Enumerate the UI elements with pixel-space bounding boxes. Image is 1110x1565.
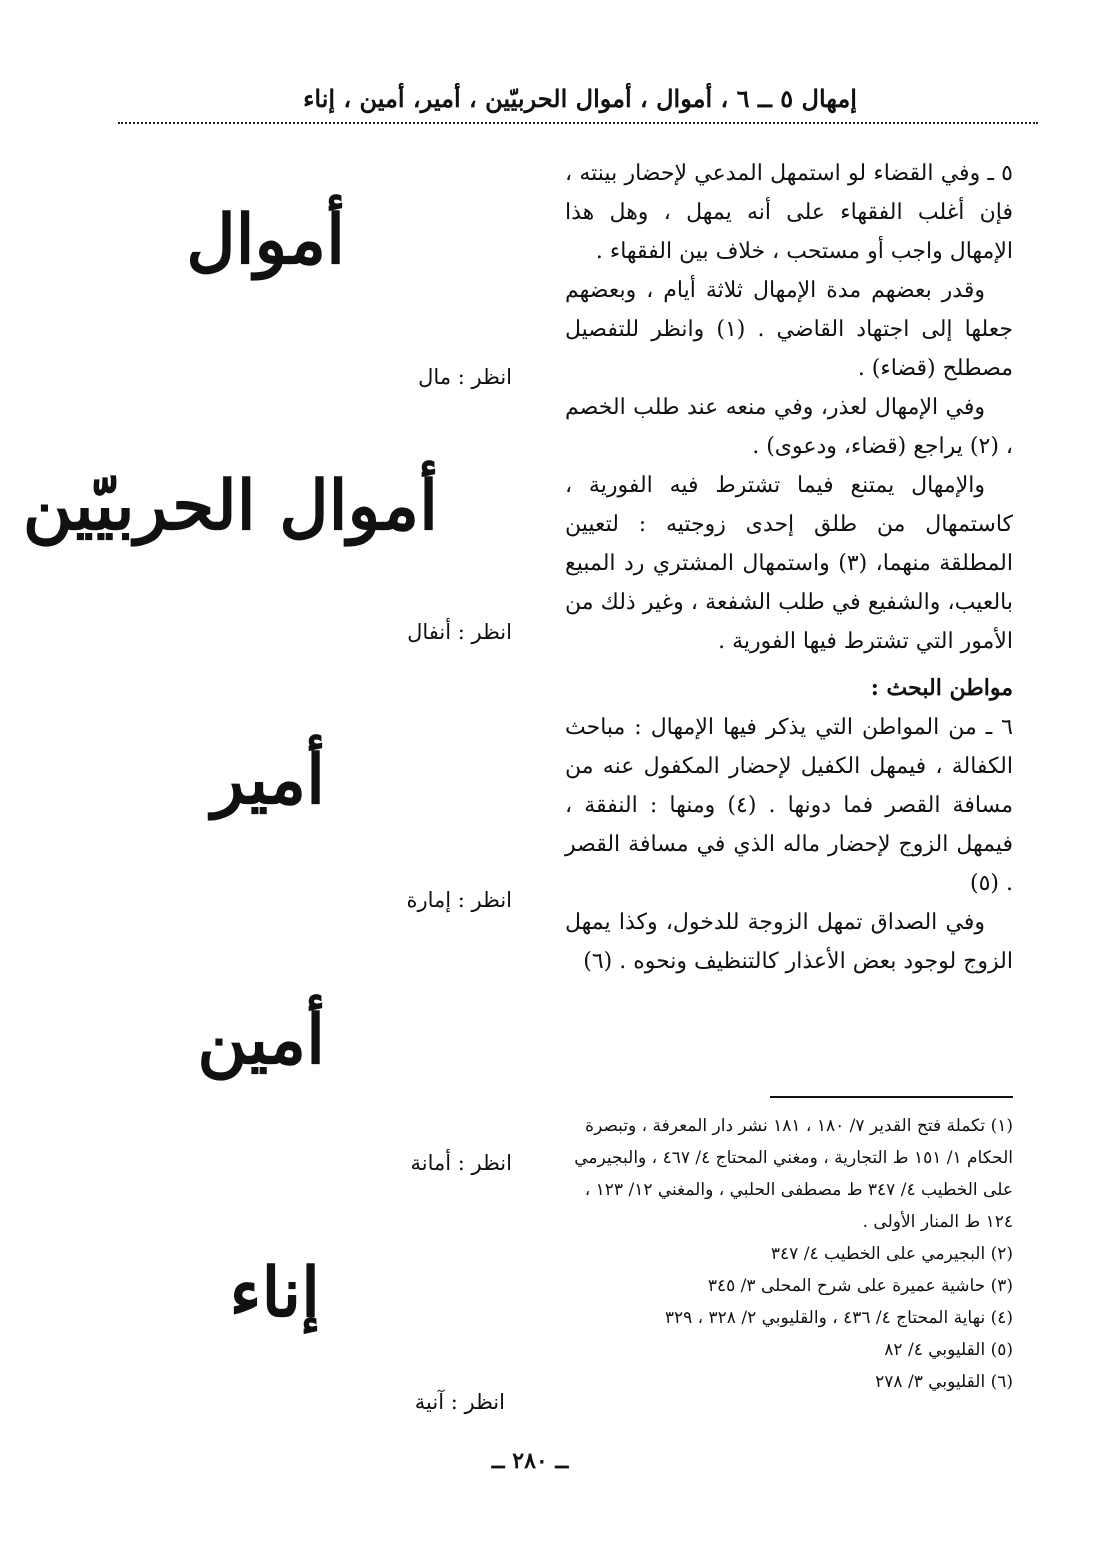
footnotes bbox=[560, 1110, 1013, 1398]
page-number: ــ ٢٨٠ ــ bbox=[491, 1448, 569, 1474]
paragraph-excuse: وفي الإمهال لعذر، وفي منعه عند طلب الخصم ، (٢) يراجع (قضاء، ودعوى) . bbox=[565, 395, 1013, 459]
footnote-2: (٢) البجيرمي على الخطيب ٤/ ٣٤٧ bbox=[770, 1244, 1013, 1264]
see-reference-mal: انظر : مال bbox=[418, 365, 512, 389]
paragraph-duration: وقدر بعضهم مدة الإمهال ثلاثة أيام ، وبعضهم جعلها إلى اجتهاد القاضي . (١) وانظر للتفصيل مصطلح (قضاء) . bbox=[565, 278, 1013, 381]
see-reference-amana: انظر : أمانة bbox=[410, 1151, 512, 1175]
header-dotted-rule bbox=[118, 122, 1038, 124]
running-header: إمهال ٥ ــ ٦ ، أموال ، أموال الحربيّين ، أمير، أمين ، إناء bbox=[303, 84, 857, 113]
paragraph-immediacy: والإمهال يمتنع فيما تشترط فيه الفورية ، كاستمهال من طلق إحدى زوجتيه : لتعيين المطلقة منهما، (٣) واستمهال المشتري رد المبيع بالعيب، والشفيع في طلب الشفعة ، وغير ذلك من الأمور التي تشترط فيها الفورية . bbox=[565, 473, 1013, 654]
footnote-5: (٥) القليوبي ٤/ ٨٢ bbox=[884, 1340, 1013, 1360]
headword-amir: أمير bbox=[211, 740, 325, 820]
footnote-separator bbox=[770, 1096, 1013, 1098]
paragraph-6-opening: ٦ ـ من المواطن التي يذكر فيها الإمهال : مباحث الكفالة ، فيمهل الكفيل لإحضار المكفول عنه من مسافة القصر فما دونها . (٤) ومنها : النفقة ، فيمهل الزوج لإحضار ماله الذي في مسافة القصر . (٥) bbox=[565, 715, 1013, 896]
see-reference-imara: انظر : إمارة bbox=[406, 888, 512, 912]
headword-inaa: إناء bbox=[229, 1253, 320, 1333]
headword-amwal: أموال bbox=[186, 200, 345, 280]
footnote-4: (٤) نهاية المحتاج ٤/ ٤٣٦ ، والقليوبي ٢/ ٣٢٨ ، ٣٢٩ bbox=[664, 1308, 1013, 1328]
see-reference-anfal: انظر : أنفال bbox=[407, 620, 512, 644]
footnote-6: (٦) القليوبي ٣/ ٢٧٨ bbox=[875, 1372, 1013, 1392]
headword-amin: أمين bbox=[197, 1000, 325, 1080]
headword-amwal-alharbiyyin: أموال الحربيّين bbox=[22, 466, 438, 546]
main-text-column bbox=[565, 154, 1013, 981]
paragraph-dowry: وفي الصداق تمهل الزوجة للدخول، وكذا يمهل الزوج لوجود بعض الأعذار كالتنظيف ونحوه . (٦) bbox=[565, 910, 1013, 974]
paragraph-5-opening: ٥ ـ وفي القضاء لو استمهل المدعي لإحضار بينته ، فإن أغلب الفقهاء على أنه يمهل ، وهل هذا الإمهال واجب أو مستحب ، خلاف بين الفقهاء . bbox=[565, 161, 1013, 264]
footnote-3: (٣) حاشية عميرة على شرح المحلى ٣/ ٣٤٥ bbox=[707, 1276, 1013, 1296]
section-heading-research-places: مواطن البحث : bbox=[870, 675, 1013, 701]
see-reference-aniya: انظر : آنية bbox=[414, 1390, 505, 1414]
footnote-1: (١) تكملة فتح القدير ٧/ ١٨٠ ، ١٨١ نشر دار المعرفة ، وتبصرة الحكام ١/ ١٥١ ط التجارية ، ومغني المحتاج ٤/ ٤٦٧ ، والبجيرمي على الخطيب ٤/ ٣٤٧ ط مصطفى الحلبي ، والمغني ١٢/ ١٢٣ ، ١٢٤ ط المنار الأولى . bbox=[574, 1116, 1013, 1232]
